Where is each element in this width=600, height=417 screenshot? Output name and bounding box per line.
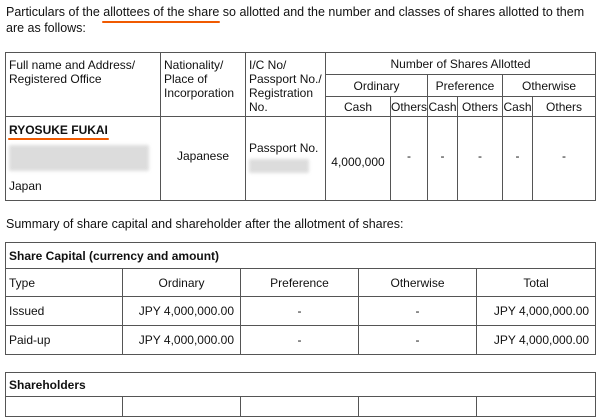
passport-label: Passport No. [249,141,319,155]
otherwise-others-value: - [533,117,596,201]
header-ordinary: Ordinary [326,75,428,97]
capital-type: Issued [6,297,123,326]
header-ordinary-others: Others [391,97,428,117]
allottee-name: RYOSUKE FUKAI [9,123,108,137]
intro-text-start: Particulars of the [6,5,104,19]
share-capital-table [5,242,596,355]
intro-text-end: so allotted and the number and classes of shares allotted to them are as follows: [6,5,585,35]
otherwise-cash-value: - [503,117,533,201]
preference-cash-value: - [428,117,458,201]
allottee-id-cell [246,117,326,201]
allottees-highlight: allottees of the share [103,5,220,19]
redacted-address [9,145,149,171]
capital-otherwise: - [359,326,477,355]
capital-preference: - [241,326,359,355]
summary-text: Summary of share capital and shareholder after the allotment of shares: [6,217,404,231]
redacted-passport-number [249,159,309,173]
shareholders-title: Shareholders [6,373,596,397]
header-number-of-shares: Number of Shares Allotted [326,53,596,75]
allotment-table [5,52,596,201]
capital-header-preference: Preference [241,269,359,297]
intro-paragraph [6,4,596,36]
header-preference-others: Others [458,97,503,117]
header-preference-cash: Cash [428,97,458,117]
header-otherwise-cash: Cash [503,97,533,117]
header-name: Full name and Address/ Registered Office [6,53,161,117]
capital-header-ordinary: Ordinary [123,269,241,297]
header-otherwise-others: Others [533,97,596,117]
shareholders-table [5,372,596,417]
capital-total: JPY 4,000,000.00 [477,326,596,355]
capital-preference: - [241,297,359,326]
capital-header-total: Total [477,269,596,297]
capital-row-paid-up [6,326,596,355]
allottee-nationality: Japanese [161,117,246,201]
share-capital-title: Share Capital (currency and amount) [6,243,596,269]
header-nationality: Nationality/ Place of Incorporation [161,53,246,117]
header-preference: Preference [428,75,503,97]
capital-header-otherwise: Otherwise [359,269,477,297]
capital-row-issued [6,297,596,326]
capital-total: JPY 4,000,000.00 [477,297,596,326]
ordinary-cash-value: 4,000,000 [326,117,391,201]
preference-others-value: - [458,117,503,201]
capital-ordinary: JPY 4,000,000.00 [123,297,241,326]
capital-header-type: Type [6,269,123,297]
header-otherwise: Otherwise [503,75,596,97]
capital-ordinary: JPY 4,000,000.00 [123,326,241,355]
ordinary-others-value: - [391,117,428,201]
header-ordinary-cash: Cash [326,97,391,117]
capital-type: Paid-up [6,326,123,355]
allottee-name-cell [6,117,161,201]
allottee-country: Japan [9,179,42,193]
capital-otherwise: - [359,297,477,326]
header-id: I/C No/ Passport No./ Registration No. [246,53,326,117]
